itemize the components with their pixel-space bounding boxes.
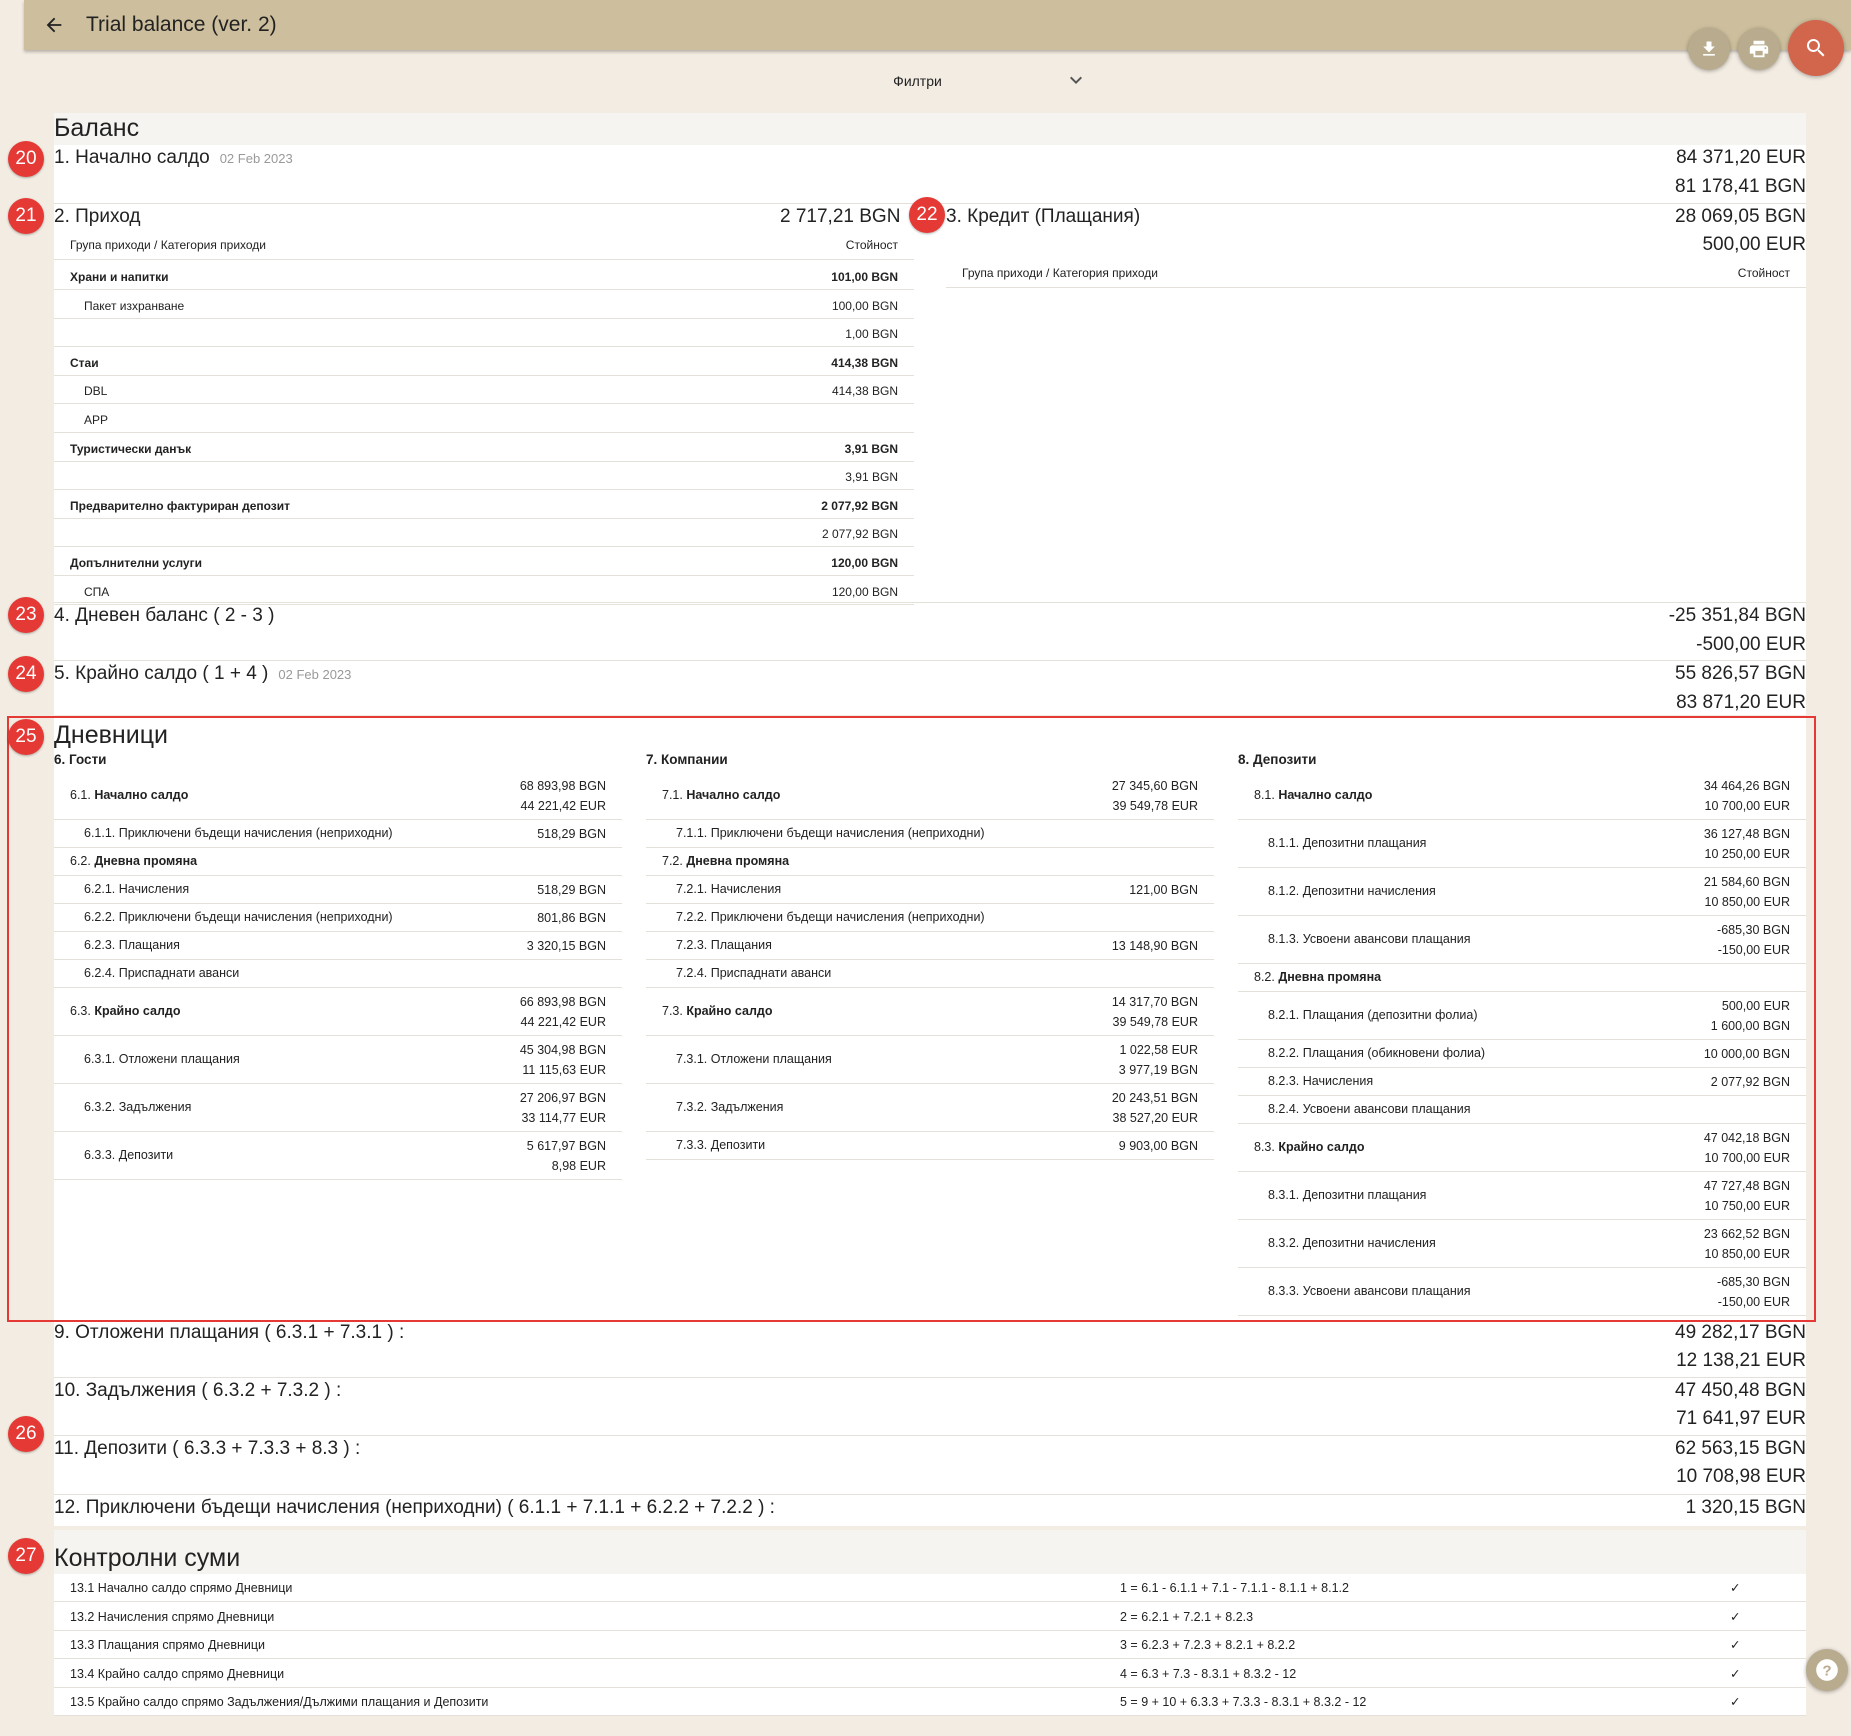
check-icon: ✓ (1730, 1609, 1741, 1624)
income-row-value: 414,38 BGN (831, 355, 898, 370)
companies-row-value: 27 345,60 BGN (1111, 779, 1198, 793)
income-row (54, 548, 914, 576)
deposits-row-value: -150,00 EUR (1717, 943, 1790, 957)
total-value: 10 708,98 EUR (1676, 1466, 1806, 1487)
balance-title: Баланс (54, 114, 140, 142)
companies-row-number: 7.2.3. (676, 938, 711, 952)
income-row-name: APP (84, 413, 109, 427)
control-formula: 5 = 9 + 10 + 6.3.3 + 7.3.3 - 8.3.1 + 8.3.2 - 12 (1120, 1695, 1367, 1710)
guests-row-number: 6.2.4. (84, 966, 119, 980)
companies-row-value: 9 903,00 BGN (1118, 1139, 1198, 1153)
income-row-value: 101,00 BGN (831, 270, 898, 284)
divider (54, 1377, 1806, 1378)
income-row-name: Туристически данък (70, 441, 192, 456)
guests-row-value: 11 115,63 EUR (522, 1063, 606, 1077)
guests-row-value: 5 617,97 BGN (526, 1139, 606, 1153)
guests-row-number: 6.3.1. (84, 1052, 119, 1066)
total-value: 1 320,15 BGN (1685, 1497, 1806, 1518)
guests-row-number: 6.2.2. (84, 910, 119, 924)
guests-row-value: 33 114,77 EUR (521, 1111, 606, 1125)
deposits-row-number: 8.1.3. (1268, 932, 1303, 946)
total-label: 11. Депозити ( 6.3.3 + 7.3.3 + 8.3 ) : (54, 1438, 361, 1459)
income-row (54, 491, 914, 519)
check-icon: ✓ (1730, 1581, 1741, 1595)
control-row (54, 1660, 1806, 1688)
income-total: 2 717,21 BGN (780, 206, 901, 227)
deposits-row-name: Усвоени авансови плащания (1302, 932, 1471, 946)
opening-bgn: 81 178,41 BGN (1675, 176, 1806, 197)
guests-row-value: 801,86 BGN (537, 911, 606, 925)
daily-bgn: -25 351,84 BGN (1668, 605, 1806, 626)
deposits-row-name: Депозитни начисления (1302, 884, 1436, 898)
divider (54, 660, 1806, 661)
total-label: 10. Задължения ( 6.3.2 + 7.3.2 ) : (54, 1380, 342, 1401)
companies-row-number: 7.2. (662, 854, 687, 868)
highlight-frame (7, 716, 1816, 1322)
income-row-value: 2 077,92 BGN (821, 498, 898, 513)
deposits-row-number: 8.3.1. (1268, 1188, 1303, 1202)
deposits-row-value: 10 750,00 EUR (1704, 1199, 1790, 1213)
income-row (54, 519, 914, 547)
control-formula: 4 = 6.3 + 7.3 - 8.3.1 + 8.3.2 - 12 (1120, 1666, 1297, 1681)
deposits-row-name: Депозитни начисления (1302, 1236, 1436, 1250)
income-row-name: DBL (84, 384, 108, 399)
deposits-row-value: 47 727,48 BGN (1703, 1179, 1790, 1193)
income-row-name: Храни и напитки (70, 270, 169, 284)
income-label: 2. Приход (54, 206, 141, 227)
deposits-row-value: 47 042,18 BGN (1703, 1131, 1790, 1145)
guests-row-value: 27 206,97 BGN (519, 1091, 606, 1105)
income-row (54, 376, 914, 404)
deposits-row-value: -685,30 BGN (1717, 923, 1790, 937)
print-icon (1748, 38, 1770, 60)
badge: 24 (8, 656, 44, 692)
companies-row-name: Приключени бъдещи начисления (неприходни) (710, 826, 985, 840)
companies-row-name: Приключени бъдещи начисления (неприходни) (710, 910, 985, 924)
deposits-header: 8. Депозити (1238, 752, 1317, 767)
deposits-row-name: Усвоени авансови плащания (1302, 1284, 1471, 1298)
income-row-value: 3,91 BGN (845, 470, 898, 485)
companies-row-value: 121,00 BGN (1129, 883, 1198, 897)
check-icon: ✓ (1730, 1666, 1741, 1681)
credit-label: 3. Кредит (Плащания) (946, 206, 1141, 227)
opening-date: 02 Feb 2023 (219, 151, 293, 166)
guests-row-value: 518,29 BGN (537, 883, 606, 897)
income-row-value: 120,00 BGN (831, 584, 898, 599)
chevron-down-icon (1064, 68, 1088, 95)
deposits-row-number: 8.3. (1254, 1140, 1279, 1154)
deposits-row-name: Плащания (депозитни фолиа) (1302, 1008, 1478, 1022)
companies-row-name: Плащания (710, 938, 772, 952)
guests-row-value: 45 304,98 BGN (519, 1043, 606, 1057)
guests-row-name: Отложени плащания (118, 1052, 240, 1066)
deposits-row-value: 23 662,52 BGN (1703, 1227, 1790, 1241)
deposits-row-value: 10 850,00 EUR (1704, 1247, 1790, 1261)
companies-header: 7. Компании (646, 752, 728, 767)
income-row (54, 577, 914, 605)
guests-row-number: 6.1.1. (84, 826, 119, 840)
divider (54, 602, 1806, 603)
income-row-value: 2 077,92 BGN (821, 527, 898, 542)
companies-row-name: Приспаднати аванси (710, 966, 832, 980)
companies-row-value: 39 549,78 EUR (1112, 1015, 1198, 1029)
deposits-row-number: 8.2.4. (1268, 1102, 1303, 1116)
badge: 27 (8, 1538, 44, 1574)
filters-label: Филтри (893, 73, 942, 89)
guests-row-value: 8,98 EUR (551, 1159, 606, 1173)
companies-row-number: 7.3. (662, 1004, 687, 1018)
companies-row-value: 1 022,58 EUR (1119, 1043, 1198, 1057)
income-table (54, 238, 914, 598)
deposits-row-value: 10 700,00 EUR (1704, 799, 1790, 813)
income-row-name: Пакет изхранване (84, 298, 185, 313)
credit-eur: 500,00 EUR (1702, 234, 1806, 255)
control-row (54, 1603, 1806, 1631)
guests-row-number: 6.3. (70, 1004, 95, 1018)
page-title: Trial balance (ver. 2) (86, 13, 277, 36)
companies-row-value: 14 317,70 BGN (1111, 995, 1198, 1009)
control-name: 13.4 Крайно салдо спрямо Дневници (70, 1666, 285, 1681)
deposits-row-number: 8.2.1. (1268, 1008, 1303, 1022)
control-title: Контролни суми (54, 1544, 241, 1572)
check-icon: ✓ (1730, 1695, 1741, 1710)
total-value: 71 641,97 EUR (1676, 1408, 1806, 1429)
arrow-left-icon[interactable] (34, 5, 74, 45)
guests-row-name: Задължения (118, 1100, 192, 1114)
badge: 20 (8, 141, 44, 177)
badge: 25 (8, 719, 44, 755)
badge: 23 (8, 597, 44, 633)
guests-row-number: 6.2.3. (84, 938, 119, 952)
deposits-row-number: 8.1.1. (1268, 836, 1303, 850)
guests-row-value: 518,29 BGN (537, 827, 606, 841)
guests-row-name: Дневна промяна (94, 854, 198, 868)
deposits-row-value: 36 127,48 BGN (1703, 827, 1790, 841)
companies-row-number: 7.3.3. (676, 1138, 711, 1152)
download-icon (1699, 39, 1719, 59)
deposits-row-name: Начално салдо (1278, 788, 1373, 802)
badge: 21 (8, 198, 44, 234)
guests-row-name: Приспаднати аванси (118, 966, 240, 980)
income-table-header (54, 238, 914, 260)
deposits-row-name: Усвоени авансови плащания (1302, 1102, 1471, 1116)
control-name: 13.5 Крайно салдо спрямо Задължения/Дължими плащания и Депозити (70, 1695, 489, 1710)
control-formula: 3 = 6.2.3 + 7.2.3 + 8.2.1 + 8.2.2 (1120, 1638, 1296, 1653)
search-icon (1804, 36, 1828, 60)
guests-row-name: Начално салдо (94, 788, 189, 802)
deposits-row-name: Депозитни плащания (1302, 1188, 1427, 1202)
companies-row-value: 3 977,19 BGN (1118, 1063, 1198, 1077)
guests-row-name: Депозити (118, 1148, 174, 1162)
guests-row-name: Приключени бъдещи начисления (неприходни) (118, 910, 393, 924)
control-formula: 2 = 6.2.1 + 7.2.1 + 8.2.3 (1120, 1609, 1254, 1624)
col-group-header: Група приходи / Категория приходи (70, 238, 267, 252)
balance-header (54, 113, 1806, 145)
closing-label-text: 5. Крайно салдо ( 1 + 4 ) (54, 663, 269, 684)
closing-bgn: 55 826,57 BGN (1675, 663, 1806, 684)
filters-toggle[interactable] (24, 64, 1811, 98)
deposits-row-value: -685,30 BGN (1717, 1275, 1790, 1289)
col-value-header: Стойност (845, 238, 898, 252)
credit-table-header (946, 266, 1806, 288)
income-row-value: 100,00 BGN (831, 298, 898, 313)
deposits-row-name: Начисления (1302, 1074, 1374, 1088)
guests-row-number: 6.3.2. (84, 1100, 119, 1114)
deposits-row-name: Дневна промяна (1278, 970, 1382, 984)
total-value: 62 563,15 BGN (1675, 1438, 1806, 1459)
companies-row-number: 7.2.2. (676, 910, 711, 924)
control-header (54, 1530, 1806, 1574)
income-row-value: 414,38 BGN (831, 384, 898, 399)
guests-row-number: 6.2. (70, 854, 95, 868)
col-value-header: Стойност (1737, 266, 1790, 280)
companies-row-number: 7.2.1. (676, 882, 711, 896)
col-group-header: Група приходи / Категория приходи (962, 266, 1159, 280)
companies-row-number: 7.1.1. (676, 826, 711, 840)
app-bar (24, 0, 1851, 50)
total-value: 12 138,21 EUR (1676, 1350, 1806, 1371)
closing-balance-label (54, 663, 351, 685)
divider (54, 1494, 1806, 1495)
divider (54, 1435, 1806, 1436)
guests-row-value: 66 893,98 BGN (519, 995, 606, 1009)
totals-panel (54, 1322, 1806, 1526)
guests-header: 6. Гости (54, 752, 107, 767)
credit-table (946, 266, 1806, 288)
companies-row-name: Начално салдо (686, 788, 781, 802)
income-row (54, 262, 914, 290)
guests-row-number: 6.3.3. (84, 1148, 119, 1162)
deposits-row-number: 8.2. (1254, 970, 1279, 984)
opening-eur: 84 371,20 EUR (1676, 147, 1806, 168)
income-row (54, 319, 914, 347)
income-row (54, 462, 914, 490)
income-row-name: Предварително фактуриран депозит (70, 498, 291, 513)
income-row-name: Стаи (70, 355, 99, 370)
deposits-row-number: 8.3.2. (1268, 1236, 1303, 1250)
income-row (54, 348, 914, 376)
daily-eur: -500,00 EUR (1696, 634, 1806, 655)
deposits-row-value: 10 700,00 EUR (1704, 1151, 1790, 1165)
companies-row-name: Депозити (710, 1138, 766, 1152)
credit-bgn: 28 069,05 BGN (1675, 206, 1806, 227)
help-button[interactable] (1806, 1649, 1848, 1691)
deposits-row-number: 8.3.3. (1268, 1284, 1303, 1298)
companies-row-name: Начисления (710, 882, 782, 896)
control-row (54, 1688, 1806, 1716)
deposits-row-value: 2 077,92 BGN (1710, 1075, 1790, 1089)
companies-row-value: 13 148,90 BGN (1111, 939, 1198, 953)
deposits-row-number: 8.2.2. (1268, 1046, 1303, 1060)
deposits-row-value: 10 850,00 EUR (1704, 895, 1790, 909)
badge: 26 (8, 1416, 44, 1452)
guests-row-name: Крайно салдо (94, 1004, 181, 1018)
control-name: 13.2 Начисления спрямо Дневници (70, 1609, 275, 1624)
deposits-row-value: 10 000,00 BGN (1703, 1047, 1790, 1061)
income-row-value: 3,91 BGN (844, 441, 898, 456)
control-row (54, 1574, 1806, 1602)
companies-row-name: Задължения (710, 1100, 784, 1114)
companies-row-number: 7.3.1. (676, 1052, 711, 1066)
income-row-value: 120,00 BGN (831, 556, 898, 570)
guests-row-number: 6.1. (70, 788, 95, 802)
deposits-row-name: Депозитни плащания (1302, 836, 1427, 850)
total-value: 49 282,17 BGN (1675, 1322, 1806, 1343)
control-row (54, 1631, 1806, 1659)
deposits-row-value: 21 584,60 BGN (1703, 875, 1790, 889)
total-label: 12. Приключени бъдещи начисления (неприходни) ( 6.1.1 + 7.1.1 + 6.2.2 + 7.2.2 ) : (54, 1497, 775, 1518)
deposits-row-value: 500,00 EUR (1721, 999, 1790, 1013)
guests-row-name: Начисления (118, 882, 190, 896)
control-name: 13.1 Начално салдо спрямо Дневници (70, 1581, 293, 1595)
svg-text:?: ? (1822, 1662, 1832, 1680)
income-row-name: СПА (84, 584, 110, 599)
companies-row-name: Крайно салдо (686, 1004, 773, 1018)
companies-row-name: Дневна промяна (686, 854, 790, 868)
guests-row-value: 44 221,42 EUR (520, 1015, 606, 1029)
deposits-row-number: 8.1.2. (1268, 884, 1303, 898)
guests-row-name: Плащания (118, 938, 180, 952)
deposits-row-value: 1 600,00 BGN (1710, 1019, 1790, 1033)
guests-row-value: 68 893,98 BGN (519, 779, 606, 793)
help-icon (1814, 1657, 1840, 1683)
deposits-row-number: 8.1. (1254, 788, 1279, 802)
deposits-row-value: -150,00 EUR (1717, 1295, 1790, 1309)
control-formula: 1 = 6.1 - 6.1.1 + 7.1 - 7.1.1 - 8.1.1 + 8.1.2 (1120, 1581, 1349, 1595)
income-row (54, 434, 914, 462)
journals-title: Дневници (54, 721, 168, 749)
closing-eur: 83 871,20 EUR (1676, 692, 1806, 713)
total-label: 9. Отложени плащания ( 6.3.1 + 7.3.1 ) : (54, 1322, 405, 1343)
companies-row-name: Отложени плащания (710, 1052, 832, 1066)
deposits-row-value: 10 250,00 EUR (1704, 847, 1790, 861)
companies-row-value: 20 243,51 BGN (1111, 1091, 1198, 1105)
badge: 22 (909, 197, 945, 233)
income-row-value: 1,00 BGN (845, 327, 898, 342)
guests-row-value: 44 221,42 EUR (520, 799, 606, 813)
income-row-name: Допълнителни услуги (70, 556, 202, 570)
companies-row-number: 7.1. (662, 788, 687, 802)
companies-row-value: 39 549,78 EUR (1112, 799, 1198, 813)
guests-row-name: Приключени бъдещи начисления (неприходни) (118, 826, 393, 840)
guests-row-number: 6.2.1. (84, 882, 119, 896)
control-name: 13.3 Плащания спрямо Дневници (70, 1638, 266, 1653)
guests-row-value: 3 320,15 BGN (526, 939, 606, 953)
income-row (54, 405, 914, 433)
deposits-row-number: 8.2.3. (1268, 1074, 1303, 1088)
total-value: 47 450,48 BGN (1675, 1380, 1806, 1401)
income-row (54, 291, 914, 319)
opening-balance-label (54, 147, 293, 169)
daily-balance-label: 4. Дневен баланс ( 2 - 3 ) (54, 605, 275, 626)
deposits-row-value: 34 464,26 BGN (1703, 779, 1790, 793)
deposits-row-name: Плащания (обикновени фолиа) (1302, 1046, 1486, 1060)
companies-row-value: 38 527,20 EUR (1112, 1111, 1198, 1125)
companies-row-number: 7.3.2. (676, 1100, 711, 1114)
check-icon: ✓ (1730, 1638, 1741, 1653)
closing-date: 02 Feb 2023 (278, 667, 352, 682)
companies-row-number: 7.2.4. (676, 966, 711, 980)
deposits-row-name: Крайно салдо (1278, 1140, 1365, 1154)
opening-label-text: 1. Начално салдо (54, 147, 210, 168)
